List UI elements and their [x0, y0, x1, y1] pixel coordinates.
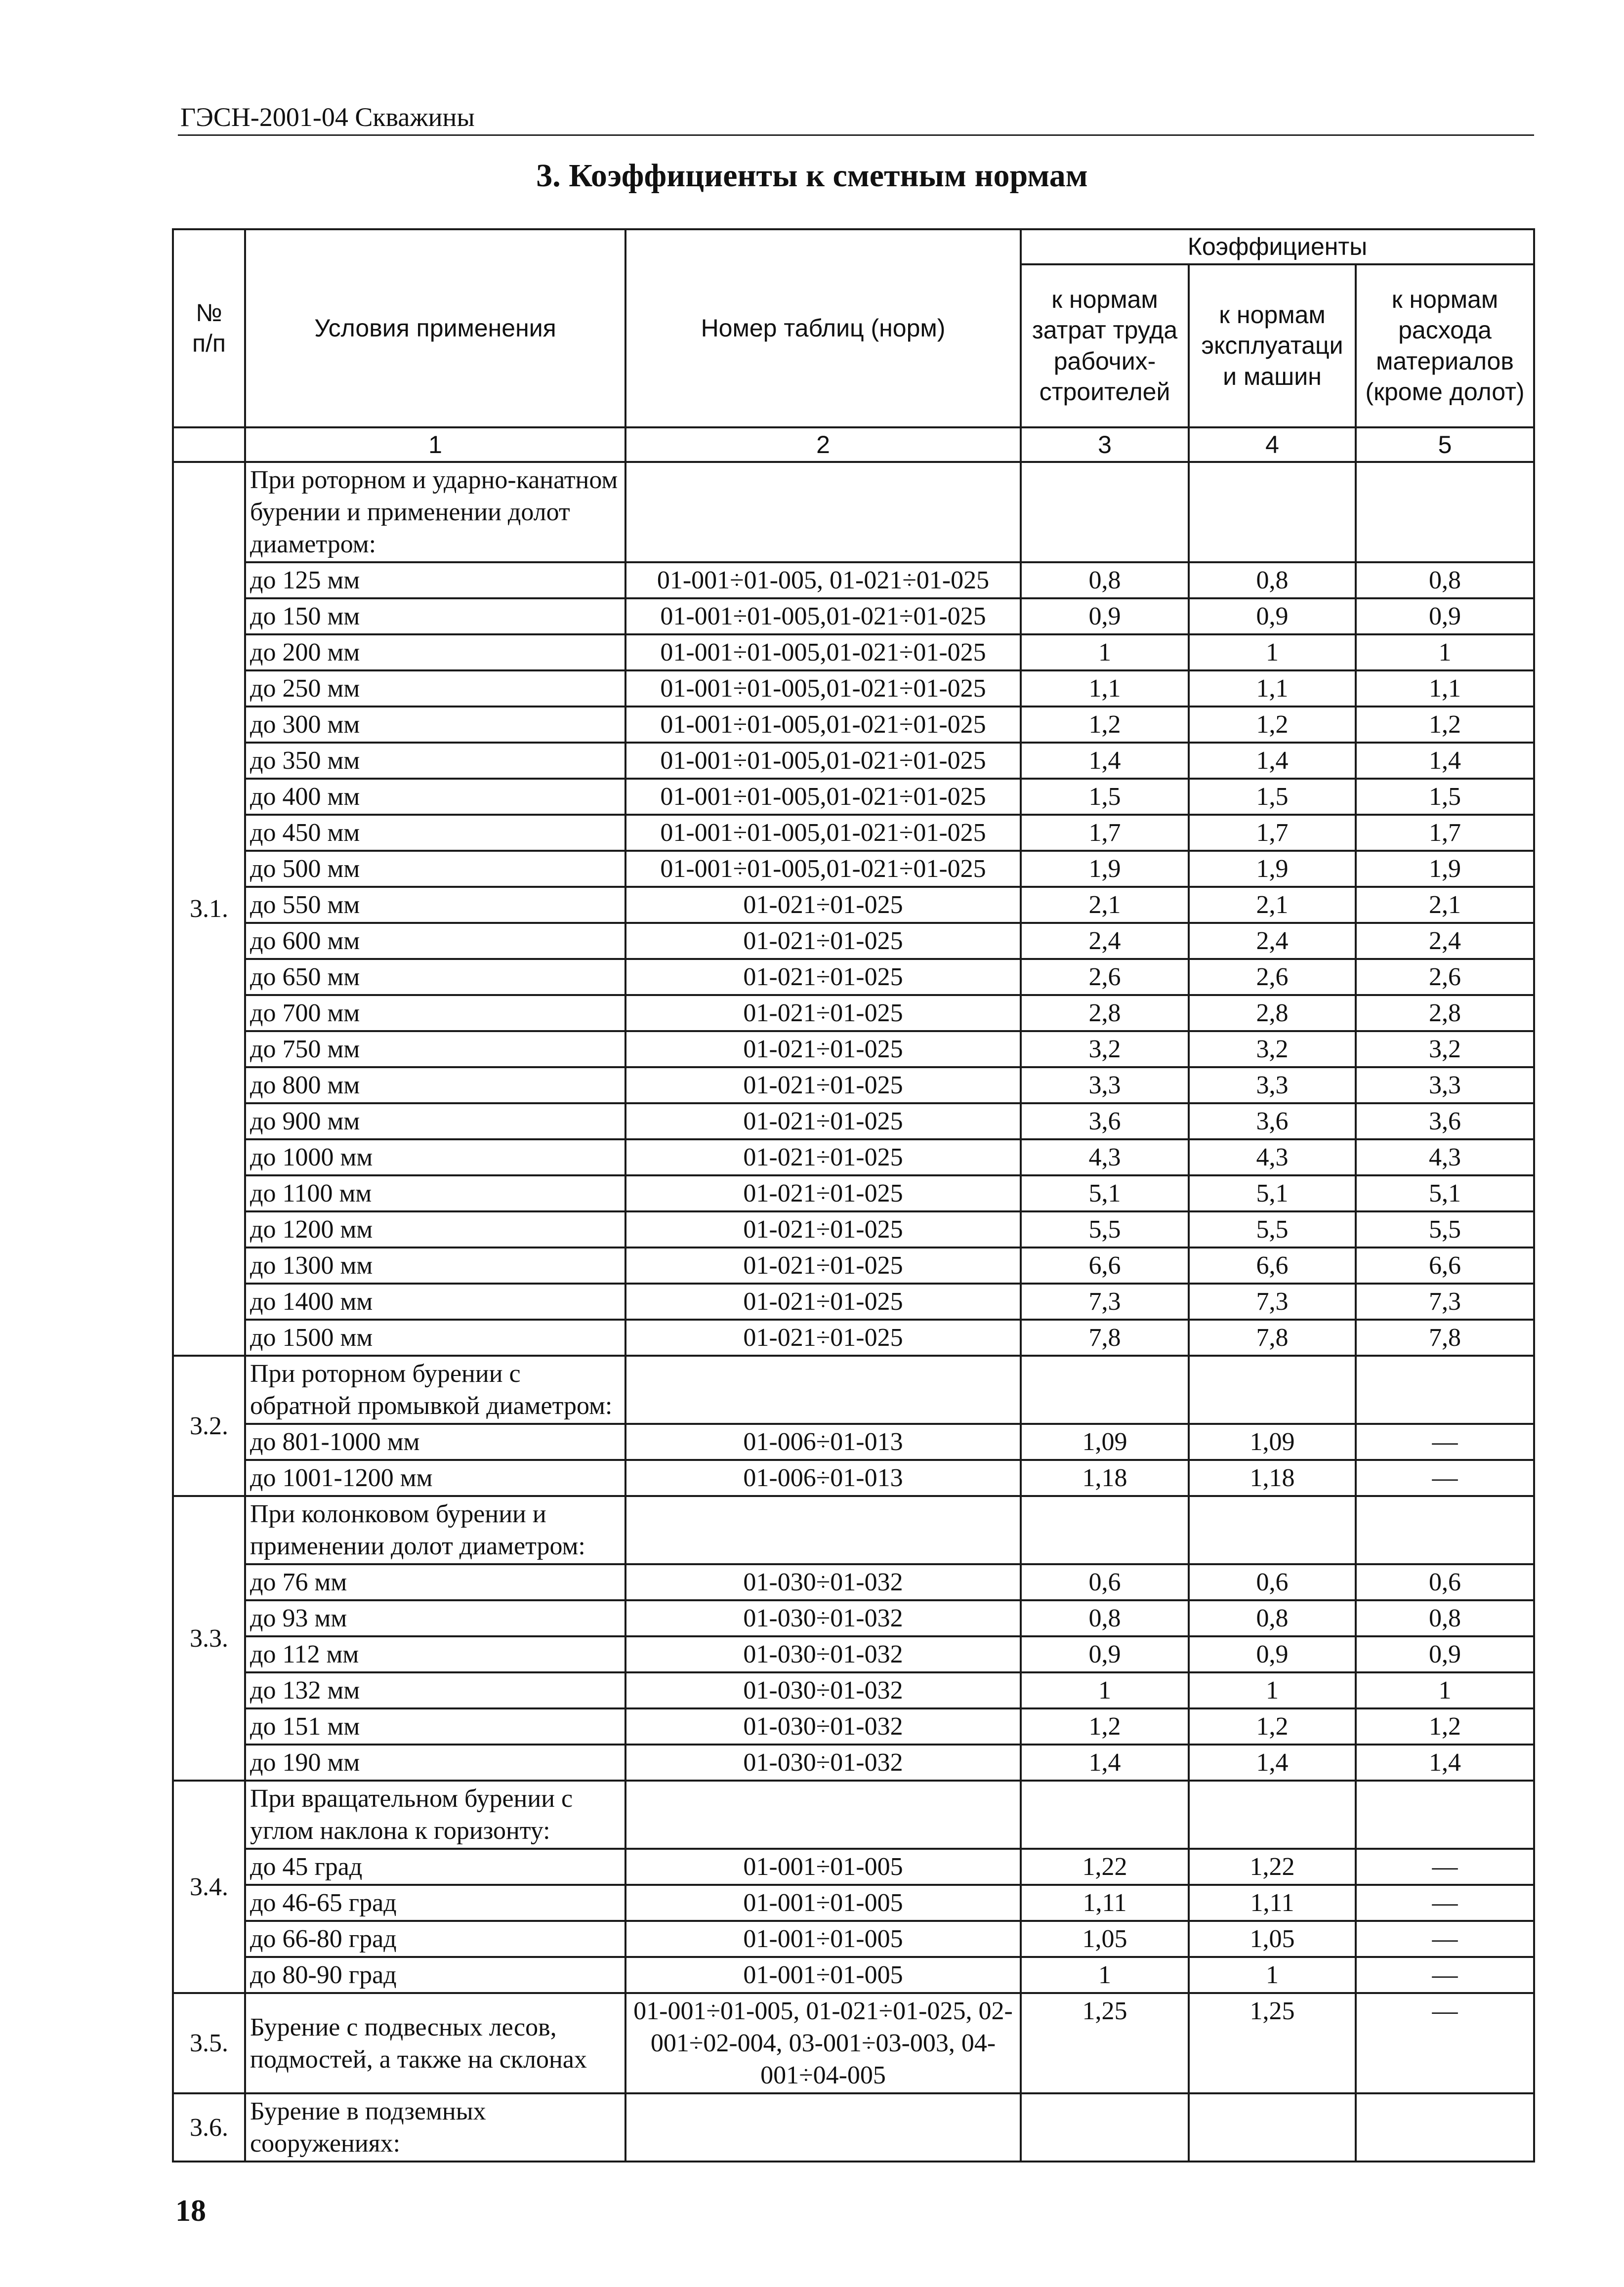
table-numbers-cell: 01-006÷01-013 [625, 1424, 1021, 1460]
coef-labor-cell: 1,9 [1021, 851, 1189, 887]
coef-labor-cell: 7,3 [1021, 1284, 1189, 1320]
coef-machines-cell: 5,1 [1189, 1175, 1356, 1211]
table-numbers-cell: 01-021÷01-025 [625, 923, 1021, 959]
empty-cell [1021, 1356, 1189, 1424]
table-numbers-cell: 01-001÷01-005,01-021÷01-025 [625, 815, 1021, 851]
condition-cell: до 1000 мм [245, 1139, 625, 1175]
empty-cell [1356, 1356, 1534, 1424]
table-row [173, 1320, 1534, 1356]
header-colnum: 2 [625, 427, 1021, 462]
coef-materials-cell: 1,1 [1356, 670, 1534, 707]
condition-cell: до 1500 мм [245, 1320, 625, 1356]
coef-materials-cell: 2,4 [1356, 923, 1534, 959]
condition-cell: до 132 мм [245, 1672, 625, 1708]
empty-cell [625, 1781, 1021, 1849]
coef-machines-cell: 2,6 [1189, 959, 1356, 995]
empty-cell [1021, 1496, 1189, 1564]
header-coefficients: Коэффициенты [1021, 229, 1534, 264]
coef-labor-cell: 3,2 [1021, 1031, 1189, 1067]
coef-labor-cell: 6,6 [1021, 1247, 1189, 1284]
table-row [173, 1460, 1534, 1496]
table-row [173, 1849, 1534, 1885]
table-numbers-cell: 01-021÷01-025 [625, 1175, 1021, 1211]
empty-cell [1356, 1496, 1534, 1564]
coef-labor-cell: 1,2 [1021, 707, 1189, 743]
coef-machines-cell: 1,2 [1189, 707, 1356, 743]
coef-machines-cell: 1,11 [1189, 1885, 1356, 1921]
coef-labor-cell: 5,5 [1021, 1211, 1189, 1247]
coef-materials-cell: 4,3 [1356, 1139, 1534, 1175]
table-numbers-cell: 01-021÷01-025 [625, 887, 1021, 923]
header-colnum: 1 [245, 427, 625, 462]
table-numbers-cell: 01-021÷01-025 [625, 959, 1021, 995]
section-title-cell: При вращательном бурении с углом наклона к горизонту: [245, 1781, 625, 1849]
table-numbers-cell: 01-001÷01-005 [625, 1921, 1021, 1957]
table-numbers-cell: 01-021÷01-025 [625, 1284, 1021, 1320]
coef-machines-cell: 1,2 [1189, 1708, 1356, 1745]
coef-materials-cell: 5,5 [1356, 1211, 1534, 1247]
coef-machines-cell: 0,9 [1189, 1636, 1356, 1672]
condition-cell: до 80-90 град [245, 1957, 625, 1993]
coef-machines-cell: 1,5 [1189, 779, 1356, 815]
section-number: 3.3. [173, 1496, 245, 1781]
table-numbers-cell: 01-030÷01-032 [625, 1672, 1021, 1708]
condition-cell: до 125 мм [245, 562, 625, 598]
header-materials: к нормам расхода материалов (кроме долот) [1356, 264, 1534, 427]
coef-machines-cell: 7,3 [1189, 1284, 1356, 1320]
empty-cell [1021, 1781, 1189, 1849]
header-num: № п/п [173, 229, 245, 427]
table-numbers-cell: 01-030÷01-032 [625, 1708, 1021, 1745]
table-row [173, 1103, 1534, 1139]
condition-cell: до 750 мм [245, 1031, 625, 1067]
empty-cell [1189, 1356, 1356, 1424]
condition-cell: до 76 мм [245, 1564, 625, 1600]
coef-materials-cell: 1,2 [1356, 707, 1534, 743]
coef-materials-cell: 0,8 [1356, 1600, 1534, 1636]
coef-materials-cell: 5,1 [1356, 1175, 1534, 1211]
condition-cell: до 300 мм [245, 707, 625, 743]
coef-machines-cell: 3,6 [1189, 1103, 1356, 1139]
condition-cell: до 200 мм [245, 634, 625, 670]
empty-cell [1189, 1781, 1356, 1849]
condition-cell: до 46-65 град [245, 1885, 625, 1921]
coef-machines-cell: 1,4 [1189, 1745, 1356, 1781]
coef-labor-cell: 1 [1021, 1957, 1189, 1993]
coef-machines-cell: 4,3 [1189, 1139, 1356, 1175]
table-row [173, 1957, 1534, 1993]
coef-labor-cell: 1,4 [1021, 1745, 1189, 1781]
section-row [173, 1781, 1534, 1849]
table-numbers-cell: 01-001÷01-005,01-021÷01-025 [625, 670, 1021, 707]
table-numbers-cell: 01-001÷01-005 [625, 1957, 1021, 1993]
table-numbers-cell: 01-030÷01-032 [625, 1745, 1021, 1781]
coef-machines-cell: 5,5 [1189, 1211, 1356, 1247]
coef-materials-cell: 7,3 [1356, 1284, 1534, 1320]
coef-machines-cell: 1,05 [1189, 1921, 1356, 1957]
coef-labor-cell: 1,18 [1021, 1460, 1189, 1496]
condition-cell: до 801-1000 мм [245, 1424, 625, 1460]
coef-materials-cell: — [1356, 1424, 1534, 1460]
coef-machines-cell: 1,1 [1189, 670, 1356, 707]
section-number: 3.5. [173, 1993, 245, 2093]
section-title-cell: При роторном бурении с обратной промывкой диаметром: [245, 1356, 625, 1424]
table-row [173, 851, 1534, 887]
condition-cell: до 500 мм [245, 851, 625, 887]
table-row [173, 815, 1534, 851]
coef-materials-cell: — [1356, 1921, 1534, 1957]
coef-labor-cell: 1,1 [1021, 670, 1189, 707]
coef-labor-cell: 1,09 [1021, 1424, 1189, 1460]
coef-materials-cell: 1 [1356, 634, 1534, 670]
coef-machines-cell: 1,7 [1189, 815, 1356, 851]
empty-cell [1189, 462, 1356, 562]
coef-machines-cell: 0,9 [1189, 598, 1356, 634]
coefficients-table [172, 228, 1535, 2162]
coef-materials-cell: 1,4 [1356, 1745, 1534, 1781]
empty-cell [625, 2093, 1021, 2162]
section-title: 3. Коэффициенты к сметным нормам [536, 158, 1088, 194]
coef-labor-cell: 1,5 [1021, 779, 1189, 815]
table-row [173, 1636, 1534, 1672]
condition-cell: до 66-80 град [245, 1921, 625, 1957]
coef-materials-cell: 1,4 [1356, 743, 1534, 779]
coef-materials-cell: 1,9 [1356, 851, 1534, 887]
coef-labor-cell: 7,8 [1021, 1320, 1189, 1356]
coef-materials-cell: 2,8 [1356, 995, 1534, 1031]
condition-cell: до 112 мм [245, 1636, 625, 1672]
header-colnum: 4 [1189, 427, 1356, 462]
coef-materials-cell: 0,9 [1356, 598, 1534, 634]
table-row [173, 634, 1534, 670]
condition-cell: до 93 мм [245, 1600, 625, 1636]
table-numbers-cell: 01-001÷01-005,01-021÷01-025 [625, 598, 1021, 634]
table-row [173, 562, 1534, 598]
condition-cell: до 190 мм [245, 1745, 625, 1781]
coef-materials-cell: — [1356, 1849, 1534, 1885]
table-row [173, 1708, 1534, 1745]
coef-labor-cell: 4,3 [1021, 1139, 1189, 1175]
table-row [173, 1424, 1534, 1460]
header-colnum: 5 [1356, 427, 1534, 462]
condition-cell: до 1100 мм [245, 1175, 625, 1211]
table-row [173, 1885, 1534, 1921]
empty-cell [1189, 1496, 1356, 1564]
coef-materials-cell: — [1356, 1957, 1534, 1993]
table-numbers-cell: 01-001÷01-005,01-021÷01-025 [625, 634, 1021, 670]
coef-machines-cell: 0,8 [1189, 562, 1356, 598]
coef-labor-cell: 0,9 [1021, 1636, 1189, 1672]
empty-cell [1356, 1781, 1534, 1849]
section-number: 3.2. [173, 1356, 245, 1496]
coef-machines-cell: 0,8 [1189, 1600, 1356, 1636]
table-row [173, 743, 1534, 779]
condition-cell: до 1001-1200 мм [245, 1460, 625, 1496]
coef-labor-cell: 1 [1021, 1672, 1189, 1708]
coef-machines-cell: 1,25 [1189, 1993, 1356, 2093]
table-row [173, 1564, 1534, 1600]
header-tables: Номер таблиц (норм) [625, 229, 1021, 427]
coef-machines-cell: 0,6 [1189, 1564, 1356, 1600]
condition-cell: до 250 мм [245, 670, 625, 707]
coef-materials-cell: 1,5 [1356, 779, 1534, 815]
coef-machines-cell: 6,6 [1189, 1247, 1356, 1284]
table-numbers-cell: 01-030÷01-032 [625, 1600, 1021, 1636]
condition-cell: до 550 мм [245, 887, 625, 923]
coef-labor-cell: 2,4 [1021, 923, 1189, 959]
coef-labor-cell: 3,3 [1021, 1067, 1189, 1103]
table-numbers-cell: 01-021÷01-025 [625, 1320, 1021, 1356]
table-row [173, 1211, 1534, 1247]
table-numbers-cell: 01-021÷01-025 [625, 1139, 1021, 1175]
condition-cell: до 45 град [245, 1849, 625, 1885]
coef-materials-cell: 0,9 [1356, 1636, 1534, 1672]
coef-labor-cell: 2,6 [1021, 959, 1189, 995]
coef-labor-cell: 1,11 [1021, 1885, 1189, 1921]
condition-cell: до 1300 мм [245, 1247, 625, 1284]
coef-materials-cell: 1 [1356, 1672, 1534, 1708]
table-row [173, 670, 1534, 707]
table-numbers-cell: 01-021÷01-025 [625, 995, 1021, 1031]
table-row [173, 1139, 1534, 1175]
header-colnum: 3 [1021, 427, 1189, 462]
table-numbers-cell: 01-001÷01-005,01-021÷01-025 [625, 707, 1021, 743]
header-colnum-blank [173, 427, 245, 462]
section-row [173, 462, 1534, 562]
coef-materials-cell: 1,2 [1356, 1708, 1534, 1745]
coef-labor-cell: 1,2 [1021, 1708, 1189, 1745]
table-row [173, 1745, 1534, 1781]
section-row [173, 1993, 1534, 2093]
coef-materials-cell: — [1356, 1885, 1534, 1921]
coef-materials-cell: 1,7 [1356, 815, 1534, 851]
table-row [173, 707, 1534, 743]
coef-labor-cell: 1,05 [1021, 1921, 1189, 1957]
coef-labor-cell: 0,8 [1021, 562, 1189, 598]
table-numbers-cell: 01-001÷01-005,01-021÷01-025 [625, 851, 1021, 887]
coef-machines-cell: 2,1 [1189, 887, 1356, 923]
section-title-cell: При роторном и ударно-канатном бурении и применении долот диаметром: [245, 462, 625, 562]
table-numbers-cell: 01-030÷01-032 [625, 1636, 1021, 1672]
condition-cell: до 400 мм [245, 779, 625, 815]
coef-materials-cell: 2,1 [1356, 887, 1534, 923]
header-rule [178, 134, 1534, 136]
empty-cell [625, 1496, 1021, 1564]
coef-labor-cell: 0,9 [1021, 598, 1189, 634]
table-row [173, 1921, 1534, 1957]
table-row [173, 1600, 1534, 1636]
table-numbers-cell: 01-006÷01-013 [625, 1460, 1021, 1496]
header-labor: к нормам затрат труда рабочих-строителей [1021, 264, 1189, 427]
coef-machines-cell: 1,22 [1189, 1849, 1356, 1885]
coef-machines-cell: 1,4 [1189, 743, 1356, 779]
table-numbers-cell: 01-021÷01-025 [625, 1067, 1021, 1103]
coef-machines-cell: 1 [1189, 1672, 1356, 1708]
table-row [173, 1247, 1534, 1284]
table-body [173, 462, 1534, 2162]
empty-cell [625, 462, 1021, 562]
page-number: 18 [175, 2194, 206, 2228]
coef-materials-cell: 0,6 [1356, 1564, 1534, 1600]
coef-machines-cell: 2,4 [1189, 923, 1356, 959]
coef-materials-cell: 0,8 [1356, 562, 1534, 598]
table-numbers-cell: 01-030÷01-032 [625, 1564, 1021, 1600]
condition-cell: до 700 мм [245, 995, 625, 1031]
coef-machines-cell: 2,8 [1189, 995, 1356, 1031]
condition-cell: до 151 мм [245, 1708, 625, 1745]
condition-cell: до 800 мм [245, 1067, 625, 1103]
section-title-cell: Бурение с подвесных лесов, подмостей, а также на склонах [245, 1993, 625, 2093]
section-row [173, 1356, 1534, 1424]
condition-cell: до 150 мм [245, 598, 625, 634]
coef-materials-cell: 7,8 [1356, 1320, 1534, 1356]
condition-cell: до 450 мм [245, 815, 625, 851]
section-title-cell: При колонковом бурении и применении долот диаметром: [245, 1496, 625, 1564]
coef-labor-cell: 1,7 [1021, 815, 1189, 851]
table-numbers-cell: 01-001÷01-005,01-021÷01-025 [625, 743, 1021, 779]
table-row [173, 598, 1534, 634]
table-numbers-cell: 01-021÷01-025 [625, 1211, 1021, 1247]
section-row [173, 2093, 1534, 2162]
coef-machines-cell: 1 [1189, 1957, 1356, 1993]
section-number: 3.4. [173, 1781, 245, 1993]
section-title-cell: Бурение в подземных сооружениях: [245, 2093, 625, 2162]
empty-cell [1356, 462, 1534, 562]
coef-machines-cell: 3,2 [1189, 1031, 1356, 1067]
header-machines: к нормам эксплуатаци и машин [1189, 264, 1356, 427]
coef-labor-cell: 1,4 [1021, 743, 1189, 779]
table-numbers-cell: 01-021÷01-025 [625, 1247, 1021, 1284]
condition-cell: до 600 мм [245, 923, 625, 959]
empty-cell [625, 1356, 1021, 1424]
coef-materials-cell: 6,6 [1356, 1247, 1534, 1284]
coef-labor-cell: 2,1 [1021, 887, 1189, 923]
table-numbers-cell: 01-001÷01-005,01-021÷01-025 [625, 779, 1021, 815]
table-numbers-cell: 01-021÷01-025 [625, 1031, 1021, 1067]
table-row [173, 1175, 1534, 1211]
coef-materials-cell: 3,3 [1356, 1067, 1534, 1103]
coef-labor-cell: 1,22 [1021, 1849, 1189, 1885]
coef-materials-cell: — [1356, 1993, 1534, 2093]
table-numbers-cell: 01-001÷01-005 [625, 1885, 1021, 1921]
condition-cell: до 900 мм [245, 1103, 625, 1139]
section-number: 3.1. [173, 462, 245, 1356]
condition-cell: до 1400 мм [245, 1284, 625, 1320]
table-numbers-cell: 01-001÷01-005, 01-021÷01-025 [625, 562, 1021, 598]
coef-labor-cell: 0,6 [1021, 1564, 1189, 1600]
table-row [173, 1067, 1534, 1103]
coef-labor-cell: 0,8 [1021, 1600, 1189, 1636]
coef-machines-cell: 1 [1189, 634, 1356, 670]
empty-cell [1189, 2093, 1356, 2162]
coef-labor-cell: 5,1 [1021, 1175, 1189, 1211]
table-row [173, 887, 1534, 923]
section-number: 3.6. [173, 2093, 245, 2162]
coef-labor-cell: 1 [1021, 634, 1189, 670]
coef-labor-cell: 3,6 [1021, 1103, 1189, 1139]
empty-cell [1021, 2093, 1189, 2162]
coef-materials-cell: 3,6 [1356, 1103, 1534, 1139]
empty-cell [1021, 462, 1189, 562]
table-numbers-cell: 01-001÷01-005, 01-021÷01-025, 02-001÷02-004, 03-001÷03-003, 04-001÷04-005 [625, 1993, 1021, 2093]
coef-machines-cell: 7,8 [1189, 1320, 1356, 1356]
table-row [173, 923, 1534, 959]
coef-labor-cell: 2,8 [1021, 995, 1189, 1031]
table-row [173, 995, 1534, 1031]
section-row [173, 1496, 1534, 1564]
coef-materials-cell: 2,6 [1356, 959, 1534, 995]
table-row [173, 1672, 1534, 1708]
running-head: ГЭСН-2001-04 Скважины [180, 102, 475, 132]
condition-cell: до 1200 мм [245, 1211, 625, 1247]
condition-cell: до 350 мм [245, 743, 625, 779]
empty-cell [1356, 2093, 1534, 2162]
coef-machines-cell: 1,18 [1189, 1460, 1356, 1496]
table-row [173, 1284, 1534, 1320]
table-row [173, 779, 1534, 815]
coef-materials-cell: 3,2 [1356, 1031, 1534, 1067]
table-row [173, 1031, 1534, 1067]
coef-labor-cell: 1,25 [1021, 1993, 1189, 2093]
coef-machines-cell: 1,09 [1189, 1424, 1356, 1460]
table-numbers-cell: 01-001÷01-005 [625, 1849, 1021, 1885]
coef-materials-cell: — [1356, 1460, 1534, 1496]
table-row [173, 959, 1534, 995]
table-numbers-cell: 01-021÷01-025 [625, 1103, 1021, 1139]
header-conditions: Условия применения [245, 229, 625, 427]
coef-machines-cell: 3,3 [1189, 1067, 1356, 1103]
coef-machines-cell: 1,9 [1189, 851, 1356, 887]
condition-cell: до 650 мм [245, 959, 625, 995]
